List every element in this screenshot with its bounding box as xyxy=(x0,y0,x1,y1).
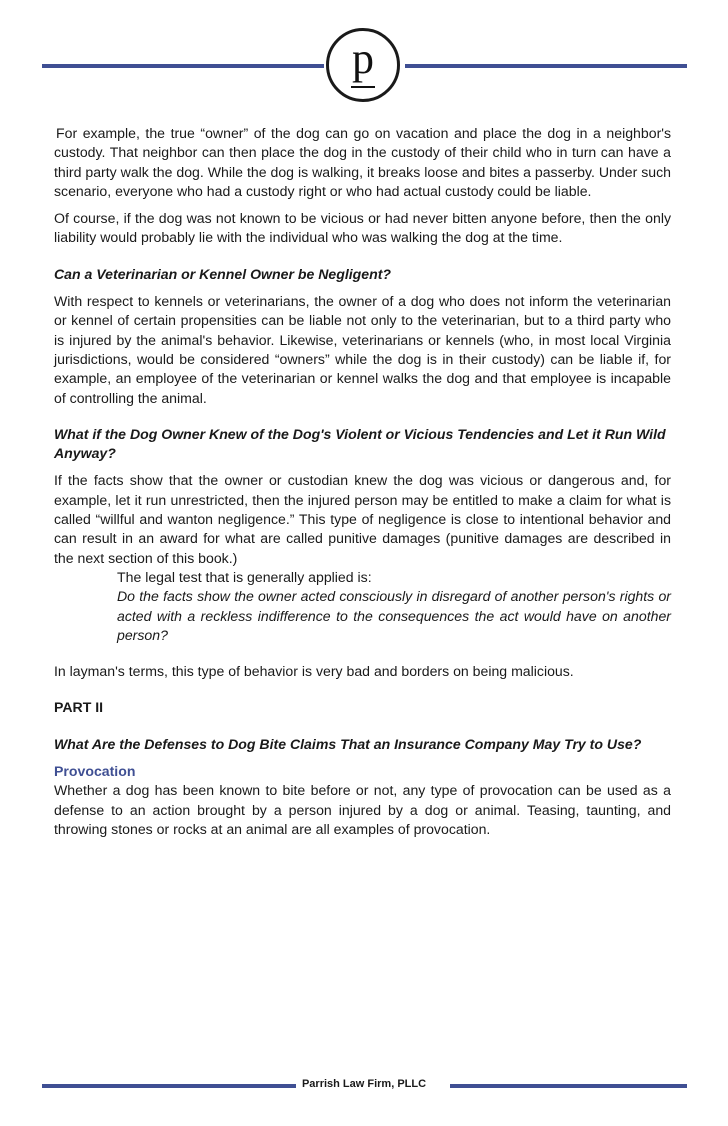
header-rule-left xyxy=(42,64,324,68)
paragraph-provocation: Whether a dog has been known to bite before or not, any type of provocation can be used as a defense to an action brought by a person injured by a dog or animal. Teasing, taunting, and throwing stones or rocks at an animal are all examples of provocation. xyxy=(54,782,671,837)
heading-defenses: What Are the Defenses to Dog Bite Claims That an Insurance Company May Try to Use? xyxy=(54,735,642,752)
paragraph-kennels: With respect to kennels or veterinarians, the owner of a dog who does not inform the veterinarian or kennel of certain propensities can be liable not only to the veterinarian, but to a third party who is injured by the animal's behavior. Likewise, veterinarians or kennels (who, in most local Virginia jurisdictions, would be considered “owners” while the dog is in their custody) can be liable if, for example, an employee of the veterinarian or kennel walks the dog and that employee is incapable of controlling the animal. xyxy=(54,293,671,406)
footer-rule-right xyxy=(450,1084,687,1088)
subheading-provocation: Provocation xyxy=(54,763,136,780)
paragraph-willful-wanton: If the facts show that the owner or custodian knew the dog was vicious or dangerous and, for example, let it run unrestricted, then the injured person may be entitled to make a claim for what is called “willful and wanton negligence.” This type of negligence is close to intentional behavior and can result in an award for what are called punitive damages (punitive damages are described in the next section of this book.) xyxy=(54,472,671,566)
paragraph-not-vicious: Of course, if the dog was not known to be vicious or had never bitten anyone before, then the only liability would probably lie with the individual who was walking the dog at the time. xyxy=(54,210,671,246)
paragraph-owner-example: For example, the true “owner” of the dog can go on vacation and place the dog in a neighbor's custody. That neighbor can then place the dog in the custody of their child who in turn can have a third party walk the dog. While the dog is walking, it breaks loose and bites a passerby. Under such scenario, everyone who had a custody right or who had actual custody could be liable. xyxy=(54,125,671,199)
heading-veterinarian: Can a Veterinarian or Kennel Owner be Negligent? xyxy=(54,265,392,282)
quote-legal-test: Do the facts show the owner acted consciously in disregard of another person's rights or acted with a reckless indifference to the consequences the act would have on another person? xyxy=(117,588,671,643)
quote-intro: The legal test that is generally applied is: xyxy=(117,568,372,585)
part-heading: PART II xyxy=(54,699,104,716)
page-body xyxy=(54,124,671,839)
firm-logo-icon xyxy=(326,28,400,102)
footer-firm-name: Parrish Law Firm, PLLC xyxy=(301,1078,427,1090)
heading-vicious-tendencies: What if the Dog Owner Knew of the Dog's Violent or Vicious Tendencies and Let it Run Wild Anyway? xyxy=(54,425,666,462)
paragraph-laymans-terms: In layman's terms, this type of behavior is very bad and borders on being malicious. xyxy=(54,663,574,680)
logo-underline xyxy=(351,86,375,88)
logo-letter: p xyxy=(352,34,374,83)
header-rule-right xyxy=(405,64,687,68)
